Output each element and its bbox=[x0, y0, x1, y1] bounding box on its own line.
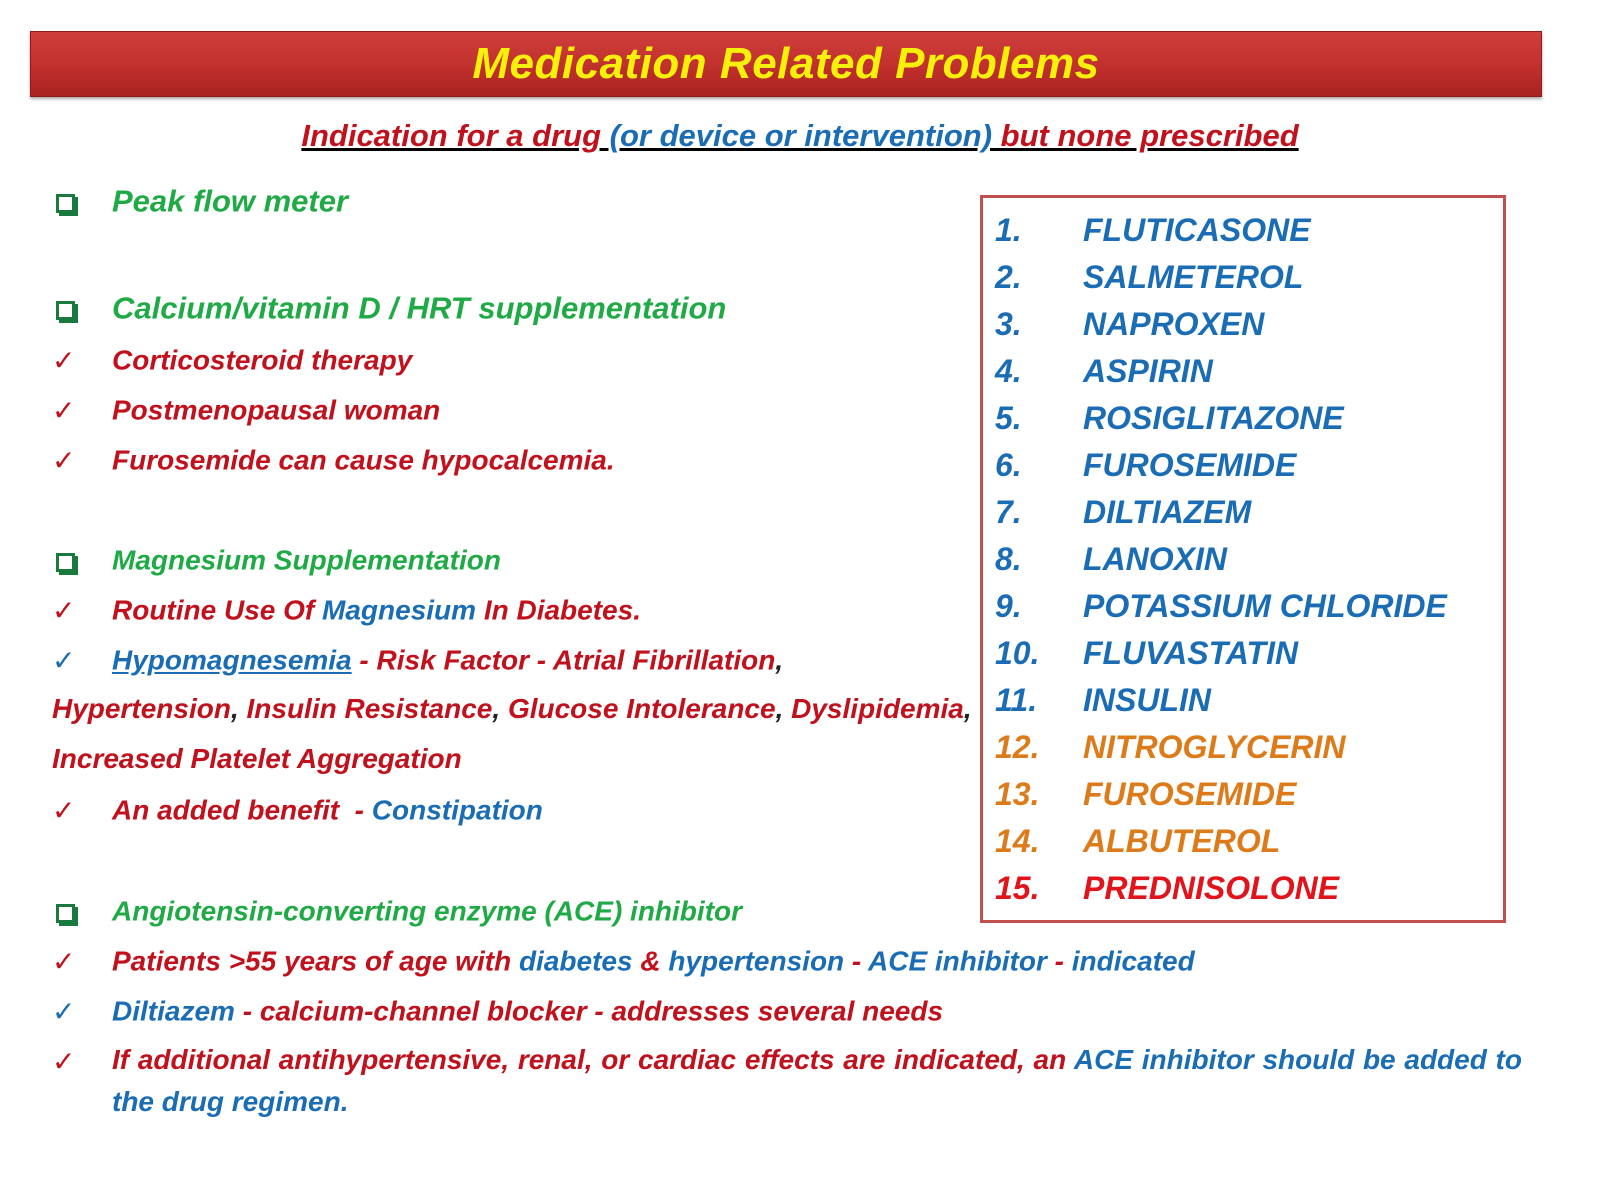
subtitle bbox=[0, 118, 1600, 154]
drug-list-item bbox=[995, 445, 1296, 485]
drug-list-item bbox=[995, 680, 1211, 720]
drug-number: 4. bbox=[995, 353, 1022, 389]
drug-number: 7. bbox=[995, 494, 1022, 530]
checkmark-icon: ✓ bbox=[52, 394, 76, 426]
drug-name: INSULIN bbox=[1083, 682, 1211, 718]
drug-number: 1. bbox=[995, 212, 1022, 248]
drug-list-item bbox=[995, 539, 1227, 579]
list-item bbox=[52, 342, 412, 378]
checkmark-icon: ✓ bbox=[52, 945, 76, 977]
section-peak-flow bbox=[52, 183, 348, 219]
item-text: , bbox=[775, 644, 784, 676]
drug-name: ROSIGLITAZONE bbox=[1083, 400, 1344, 436]
section-ace bbox=[52, 893, 742, 929]
subtitle-part-1: Indication for a drug bbox=[301, 118, 602, 153]
item-text: ACE inhibitor bbox=[868, 945, 1047, 977]
checkbox-icon bbox=[56, 301, 75, 320]
item-text: Glucose Intolerance bbox=[507, 693, 776, 724]
item-text: In Diabetes. bbox=[476, 594, 641, 626]
checkmark-icon: ✓ bbox=[52, 594, 76, 626]
item-text: Atrial Fibrillation bbox=[552, 644, 776, 676]
drug-number: 11. bbox=[995, 682, 1038, 718]
list-item bbox=[112, 1039, 1522, 1123]
list-item bbox=[52, 442, 615, 478]
item-text: If additional antihypertensive, renal, or cardiac effects are indicated, an bbox=[112, 1044, 1074, 1075]
drug-list-item bbox=[995, 633, 1298, 673]
item-text: & bbox=[632, 945, 669, 977]
section-magnesium bbox=[52, 542, 501, 578]
drug-number: 3. bbox=[995, 306, 1022, 342]
drug-number: 13. bbox=[995, 776, 1040, 812]
drug-name: POTASSIUM CHLORIDE bbox=[1083, 588, 1447, 624]
checkbox-icon bbox=[56, 553, 75, 572]
item-text: indicated bbox=[1071, 945, 1195, 977]
item-text: - calcium-channel blocker - addresses several needs bbox=[234, 995, 944, 1027]
drug-number: 9. bbox=[995, 588, 1022, 624]
checkmark-icon: ✓ bbox=[52, 995, 76, 1027]
drug-name: PREDNISOLONE bbox=[1083, 870, 1340, 906]
item-text: , bbox=[492, 693, 508, 724]
item-text: Hypertension bbox=[52, 693, 231, 724]
list-item-continuation bbox=[52, 692, 972, 726]
drug-name: FUROSEMIDE bbox=[1083, 776, 1297, 812]
drug-number: 10. bbox=[995, 635, 1040, 671]
drug-name: FLUTICASONE bbox=[1083, 212, 1311, 248]
drug-name: ALBUTEROL bbox=[1083, 823, 1281, 859]
page-title: Medication Related Problems bbox=[472, 39, 1100, 88]
item-text: Risk Factor bbox=[376, 644, 530, 676]
drug-name: FLUVASTATIN bbox=[1083, 635, 1299, 671]
item-text: - bbox=[1046, 945, 1072, 977]
item-text: hypertension bbox=[668, 945, 845, 977]
item-text: An added benefit bbox=[112, 794, 340, 826]
drug-list-item bbox=[995, 351, 1213, 391]
drug-list-item bbox=[995, 586, 1447, 626]
drug-list-item bbox=[995, 868, 1339, 908]
drug-number: 12. bbox=[995, 729, 1040, 765]
checkbox-icon bbox=[56, 904, 75, 923]
item-text: - bbox=[844, 945, 868, 977]
item-text: diabetes bbox=[518, 945, 633, 977]
list-item bbox=[52, 392, 440, 428]
subtitle-part-3: but none prescribed bbox=[992, 118, 1299, 153]
list-item bbox=[52, 642, 783, 678]
drug-list-item bbox=[995, 257, 1303, 297]
checkmark-icon: ✓ bbox=[52, 344, 76, 376]
section-heading: Calcium/vitamin D / HRT supplementation bbox=[112, 290, 727, 326]
checkmark-icon: ✓ bbox=[52, 444, 76, 476]
item-text: - bbox=[339, 794, 372, 826]
list-item-continuation bbox=[52, 742, 462, 776]
section-heading: Peak flow meter bbox=[112, 183, 349, 219]
item-text: - bbox=[351, 644, 377, 676]
item-text: Magnesium bbox=[322, 594, 477, 626]
item-text: , bbox=[963, 693, 972, 724]
item-text: Corticosteroid therapy bbox=[112, 344, 413, 376]
item-text: , bbox=[230, 693, 247, 724]
item-text: ACE inhibitor should be added to the drug regimen. bbox=[112, 1044, 1522, 1117]
drug-list-item bbox=[995, 727, 1346, 767]
checkmark-icon: ✓ bbox=[52, 1045, 76, 1077]
item-text: Patients bbox=[112, 945, 229, 977]
list-item bbox=[52, 993, 943, 1029]
list-item-checkmark bbox=[52, 1043, 112, 1079]
item-text: , bbox=[775, 693, 792, 724]
drug-list-item bbox=[995, 492, 1251, 532]
drug-name: ASPIRIN bbox=[1083, 353, 1213, 389]
item-text: Diltiazem bbox=[112, 995, 235, 1027]
item-text: Increased Platelet Aggregation bbox=[52, 743, 462, 774]
list-item bbox=[52, 592, 641, 628]
item-text: years of age with bbox=[276, 945, 519, 977]
drug-name: FUROSEMIDE bbox=[1083, 447, 1297, 483]
item-text: Routine Use Of bbox=[112, 594, 323, 626]
title-banner bbox=[30, 31, 1542, 97]
item-text: Dyslipidemia bbox=[791, 693, 964, 724]
drug-name: NITROGLYCERIN bbox=[1083, 729, 1346, 765]
section-heading: Magnesium Supplementation bbox=[112, 544, 501, 576]
drug-list-item bbox=[995, 821, 1280, 861]
list-item bbox=[52, 792, 543, 828]
drug-number: 6. bbox=[995, 447, 1022, 483]
item-text: Insulin Resistance bbox=[246, 693, 493, 724]
drug-number: 14. bbox=[995, 823, 1040, 859]
subtitle-part-2: (or device or intervention) bbox=[601, 118, 993, 153]
drug-number: 15. bbox=[995, 870, 1040, 906]
checkmark-icon: ✓ bbox=[52, 644, 76, 676]
item-text: Hypomagnesemia bbox=[112, 644, 352, 676]
drug-list-item bbox=[995, 210, 1311, 250]
drug-number: 2. bbox=[995, 259, 1022, 295]
drug-number: 8. bbox=[995, 541, 1022, 577]
section-heading: Angiotensin-converting enzyme (ACE) inhibitor bbox=[112, 895, 743, 927]
drug-list-item bbox=[995, 304, 1264, 344]
drug-number: 5. bbox=[995, 400, 1022, 436]
section-calcium bbox=[52, 290, 726, 326]
item-text: Postmenopausal woman bbox=[112, 394, 441, 426]
checkmark-icon: ✓ bbox=[52, 794, 76, 826]
drug-list-item bbox=[995, 398, 1344, 438]
item-text: >55 bbox=[228, 945, 277, 977]
checkbox-icon bbox=[56, 194, 75, 213]
drug-name: SALMETEROL bbox=[1083, 259, 1304, 295]
drug-name: DILTIAZEM bbox=[1083, 494, 1252, 530]
item-text: - bbox=[529, 644, 553, 676]
item-text: Constipation bbox=[371, 794, 543, 826]
drug-name: NAPROXEN bbox=[1083, 306, 1265, 342]
list-item bbox=[52, 943, 1195, 979]
item-text: Furosemide can cause hypocalcemia. bbox=[112, 444, 615, 476]
drug-name: LANOXIN bbox=[1083, 541, 1227, 577]
drug-list-item bbox=[995, 774, 1296, 814]
